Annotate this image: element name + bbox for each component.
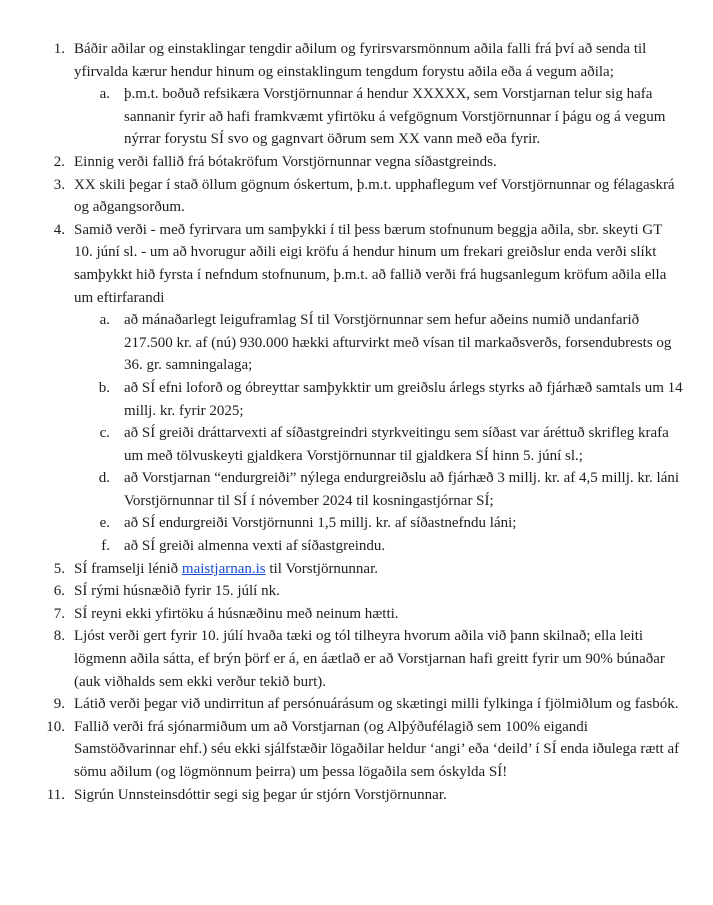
item-number: 9. bbox=[53, 696, 65, 713]
subitem-text: þ.m.t. boðuð refsikæra Vorstjörnunnar á hendur XXXXX, sem Vorstjarnan telur sig hafa sannanir fyrir að hafi framkvæmt yfirtöku á vefgögnum Vorstjörnunnar í þágu og á vegum nýrrar forystu SÍ svo og gagnvart öðrum sem XX vann með eða fyrir. bbox=[124, 86, 666, 148]
subitem-text: að mánaðarlegt leiguframlag SÍ til Vorstjörnunnar sem hefur aðeins numið undanfarið 217.500 kr. af (nú) 930.000 hækki afturvirkt með vísan til markaðsverðs, forsendubrests og 36. gr. samningalaga; bbox=[124, 312, 672, 374]
item-text: Fallið verði frá sjónarmiðum um að Vorstjarnan (og Alþýðufélagið sem 100% eigandi Samstöðvarinnar ehf.) séu ekki sjálfstæðir lögaðilar heldur ‘angi’ eða ‘deild’ í SÍ enda iðulega rætt af sömu aðilum (og lögmönnum þeirra) um þessa lögaðila sem óskylda SÍ! bbox=[74, 718, 680, 780]
item-number: 2. bbox=[53, 153, 65, 170]
item-number: 8. bbox=[53, 628, 65, 645]
subitem-letter: f. bbox=[101, 538, 110, 555]
item-text: Ljóst verði gert fyrir 10. júlí hvaða tæki og tól tilheyra hvorum aðila við þann skilnað; ella leiti lögmenn aðila sátta, ef brýn þörf er á, en áætlað er að Vorstjarnan hafi greitt fyrir um 90% búnaðar (auk viðhalds sem ekki verður tekið burt). bbox=[74, 628, 665, 690]
item-text: Samið verði - með fyrirvara um samþykki í til þess bærum stofnunum beggja aðila, sbr. skeyti GT 10. júní sl. - um að hvorugur aðili eigi kröfu á hendur hinum um frekari greiðslur enda verði slíkt samþykkt hið fyrsta í nefndum stofnunum, þ.m.t. að fallið verði frá hugsanlegum kröfum aðila ella um eftirfarandi bbox=[74, 221, 667, 306]
subitem-letter: d. bbox=[98, 470, 110, 487]
item-number: 7. bbox=[53, 605, 65, 622]
sub-list-item bbox=[74, 422, 683, 467]
subitem-text: að SÍ greiði dráttarvexti af síðastgreindri styrkveitingu sem síðast var áréttuð skrifleg krafa um með tölvuskeyti gjaldkera Vorstjörnunnar til gjaldkera SÍ hinn 5. júní sl.; bbox=[124, 425, 669, 464]
subitem-letter: a. bbox=[99, 86, 110, 103]
item-number: 5. bbox=[53, 560, 65, 577]
item-number: 11. bbox=[46, 786, 65, 803]
list-item bbox=[0, 625, 713, 693]
list-item bbox=[0, 716, 713, 784]
sub-list bbox=[74, 83, 683, 151]
sub-list-item bbox=[74, 83, 683, 151]
subitem-text: að SÍ greiði almenna vexti af síðastgreindu. bbox=[124, 538, 386, 555]
item-number: 10. bbox=[46, 718, 65, 735]
item-text: Einnig verði fallið frá bótakröfum Vorstjörnunnar vegna síðastgreinds. bbox=[74, 153, 497, 170]
subitem-text: að SÍ efni loforð og óbreyttar samþykktir um greiðslu árlegs styrks að fjárhæð samtals um 14 millj. kr. fyrir 2025; bbox=[124, 379, 683, 419]
sub-list-item bbox=[74, 377, 683, 422]
list-item bbox=[0, 174, 713, 219]
subitem-letter: e. bbox=[99, 515, 110, 532]
list-item bbox=[0, 219, 713, 558]
list-item bbox=[0, 38, 713, 151]
item-text: SÍ rými húsnæðið fyrir 15. júlí nk. bbox=[74, 583, 280, 600]
list-item bbox=[0, 151, 713, 174]
item-text: XX skili þegar í stað öllum gögnum óskertum, þ.m.t. upphaflegum vef Vorstjörnunnar og félagaskrá og aðgangsorðum. bbox=[74, 176, 675, 216]
item-number: 4. bbox=[53, 221, 65, 238]
list-item bbox=[0, 558, 713, 581]
subitem-letter: c. bbox=[99, 425, 110, 442]
item-text: Látið verði þegar við undirritun af persónuárásum og skætingi milli fylkinga í fjölmiðlum og fasbók. bbox=[74, 696, 679, 713]
subitem-letter: b. bbox=[98, 379, 110, 396]
sub-list-item bbox=[74, 309, 683, 377]
list-item bbox=[0, 693, 713, 716]
item-number: 1. bbox=[53, 41, 65, 57]
subitem-letter: a. bbox=[99, 312, 110, 329]
item-number: 3. bbox=[53, 176, 65, 193]
list-item bbox=[0, 580, 713, 603]
domain-link[interactable]: maistjarnan.is bbox=[181, 560, 266, 577]
item-text: SÍ reyni ekki yfirtöku á húsnæðinu með neinum hætti. bbox=[74, 605, 399, 622]
item-text-after-link: til Vorstjörnunnar. bbox=[265, 560, 379, 577]
item-text: Sigrún Unnsteinsdóttir segi sig þegar úr stjórn Vorstjörnunnar. bbox=[74, 786, 447, 803]
sub-list bbox=[74, 309, 683, 558]
item-number: 6. bbox=[53, 583, 65, 600]
subitem-text: að SÍ endurgreiði Vorstjörnunni 1,5 millj. kr. af síðastnefndu láni; bbox=[124, 515, 517, 532]
item-text: Báðir aðilar og einstaklingar tengdir aðilum og fyrirsvarsmönnum aðila falli frá því að senda til yfirvalda kærur hendur hinum og einstaklingum tengdum forystu aðila eða á vegum aðila; bbox=[74, 41, 647, 80]
sub-list-item bbox=[74, 512, 683, 535]
document-page bbox=[0, 38, 713, 806]
item-text-before-link: SÍ framselji lénið bbox=[74, 560, 182, 577]
sub-list-item bbox=[74, 535, 683, 558]
sub-list-item bbox=[74, 467, 683, 512]
subitem-text: að Vorstjarnan “endurgreiði” nýlega endurgreiðslu að fjárhæð 3 millj. kr. af 4,5 millj. kr. láni Vorstjörnunnar til SÍ í nóvember 2024 til kosningastjórnar SÍ; bbox=[124, 470, 680, 509]
list-item bbox=[0, 603, 713, 626]
list-item bbox=[0, 784, 713, 807]
numbered-list bbox=[0, 38, 713, 806]
